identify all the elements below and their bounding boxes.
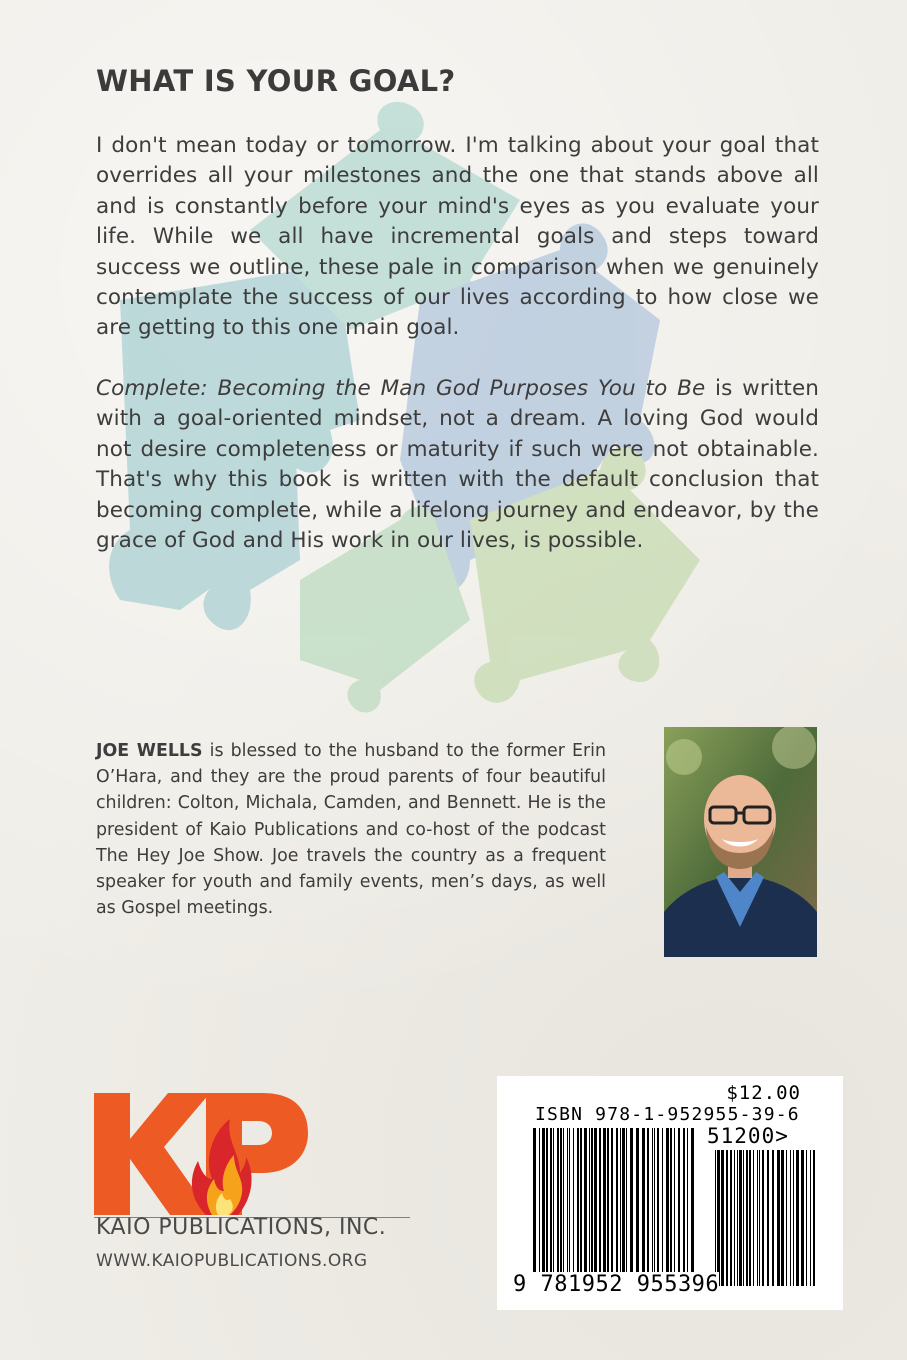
barcode-bar [539,1128,540,1286]
barcode-bar [589,1128,590,1286]
price-code: 51200> [707,1124,789,1148]
barcode-bar [580,1128,582,1286]
barcode-bar [749,1150,751,1286]
barcode-bar [630,1128,633,1286]
barcode-bar [757,1150,758,1286]
barcode-bar [567,1128,568,1286]
barcode-bar [557,1128,559,1286]
barcode-bar [560,1128,562,1286]
barcode-bar [743,1150,744,1286]
barcode-bar [620,1128,621,1286]
barcode-bar [753,1150,754,1286]
barcode-bar [546,1128,548,1286]
publisher-url: WWW.KAIOPUBLICATIONS.ORG [96,1251,368,1271]
publisher-name: KAIO PUBLICATIONS, INC. [96,1215,387,1240]
barcode-bar [790,1150,791,1286]
author-bio [96,738,606,921]
barcode-bar [717,1150,720,1286]
barcode-bar [636,1128,639,1286]
barcode-bar [793,1150,794,1286]
barcode-bar [626,1128,627,1286]
author-photo [664,727,817,957]
barcode-bar [670,1128,672,1286]
barcode-bar [603,1128,606,1286]
barcode-bar [553,1128,554,1286]
price: $12.00 [726,1082,801,1104]
barcode-bar [721,1150,724,1286]
barcode-bar [734,1150,735,1286]
barcode-bar [542,1128,545,1286]
author-name: JOE WELLS [96,741,203,761]
barcode-bar [573,1128,574,1286]
barcode-bar [813,1150,815,1286]
barcode-bar [746,1150,748,1286]
intro-paragraph: I don't mean today or tomorrow. I'm talking about your goal that overrides all your milestones and the one that stands above all and is constantly before your mind's eyes as you evaluate your life. While we all have incremental goals and steps toward success we outline, these pale in comparison when we genuinely contemplate the success of our lives according to how close we are getting to this one main goal. [96,133,819,341]
barcode-bar [647,1128,649,1286]
barcode-bar [726,1150,728,1286]
book-description-text: is written with a goal-oriented mindset, not a dream. A loving God would not desire completeness or maturity if such were not obtainable. That's why this book is written with the default conclusion that becoming complete, while a lifelong journey and endeavor, by the grace of God and His work in our lives, is possible. [96,376,819,554]
book-description-paragraph [96,374,819,556]
author-portrait-illustration [664,727,817,957]
kp-logo-mark [94,1093,410,1218]
barcode-bar [767,1150,769,1286]
barcode-bar [622,1128,625,1286]
barcode-bar [607,1128,609,1286]
barcode-bar [657,1128,659,1286]
barcode-bar [642,1128,645,1286]
barcode-label [497,1076,843,1310]
barcode-digits: 9 781952 955396 [513,1272,720,1297]
barcode-bar [762,1150,764,1286]
barcode-bar [577,1128,579,1286]
barcode-bar [594,1128,597,1286]
barcode-bar [786,1150,787,1286]
barcode-bar [678,1128,680,1286]
barcode-bar [652,1128,653,1286]
barcode-bar [533,1128,536,1286]
barcode-bar [691,1128,694,1286]
page-heading: WHAT IS YOUR GOAL? [96,64,456,98]
barcode-bar [563,1128,564,1286]
book-title: Complete: Becoming the Man God Purposes You to Be [96,376,706,401]
barcode-bar [730,1150,732,1286]
barcode-bar [801,1150,804,1286]
barcode-bar [687,1128,688,1286]
barcode-bar [683,1128,685,1286]
barcode-bar [737,1150,738,1286]
barcode-bar [810,1150,811,1286]
barcode-bar [591,1128,593,1286]
barcode-bar [674,1128,675,1286]
barcode-bar [777,1150,780,1286]
barcode-bar [569,1128,570,1286]
author-bio-text: is blessed to the husband to the former Erin O’Hara, and they are the proud parents of four beautiful children: Colton, Michala, Camden, and Bennett. He is the president of Kaio Publications and co-host of the podcast The Hey Joe Show. Joe travels the country as a frequent speaker for youth and family events, men’s days, as well as Gospel meetings. [96,741,606,919]
barcode-bar [759,1150,760,1286]
barcode-bar [616,1128,618,1286]
barcode-bar [611,1128,613,1286]
barcode-bar [772,1150,774,1286]
barcode-bar [796,1150,799,1286]
barcode-bar [662,1128,663,1286]
barcode-bar [666,1128,669,1286]
barcode-bar [715,1150,716,1286]
barcode-bar [806,1150,807,1286]
barcode-bar [584,1128,587,1286]
isbn: ISBN 978-1-952955-39-6 [535,1104,800,1125]
barcode-bar [550,1128,552,1286]
barcode-bar [599,1128,601,1286]
barcode-bar [781,1150,784,1286]
barcode-bar [739,1150,742,1286]
barcode-bar [654,1128,655,1286]
